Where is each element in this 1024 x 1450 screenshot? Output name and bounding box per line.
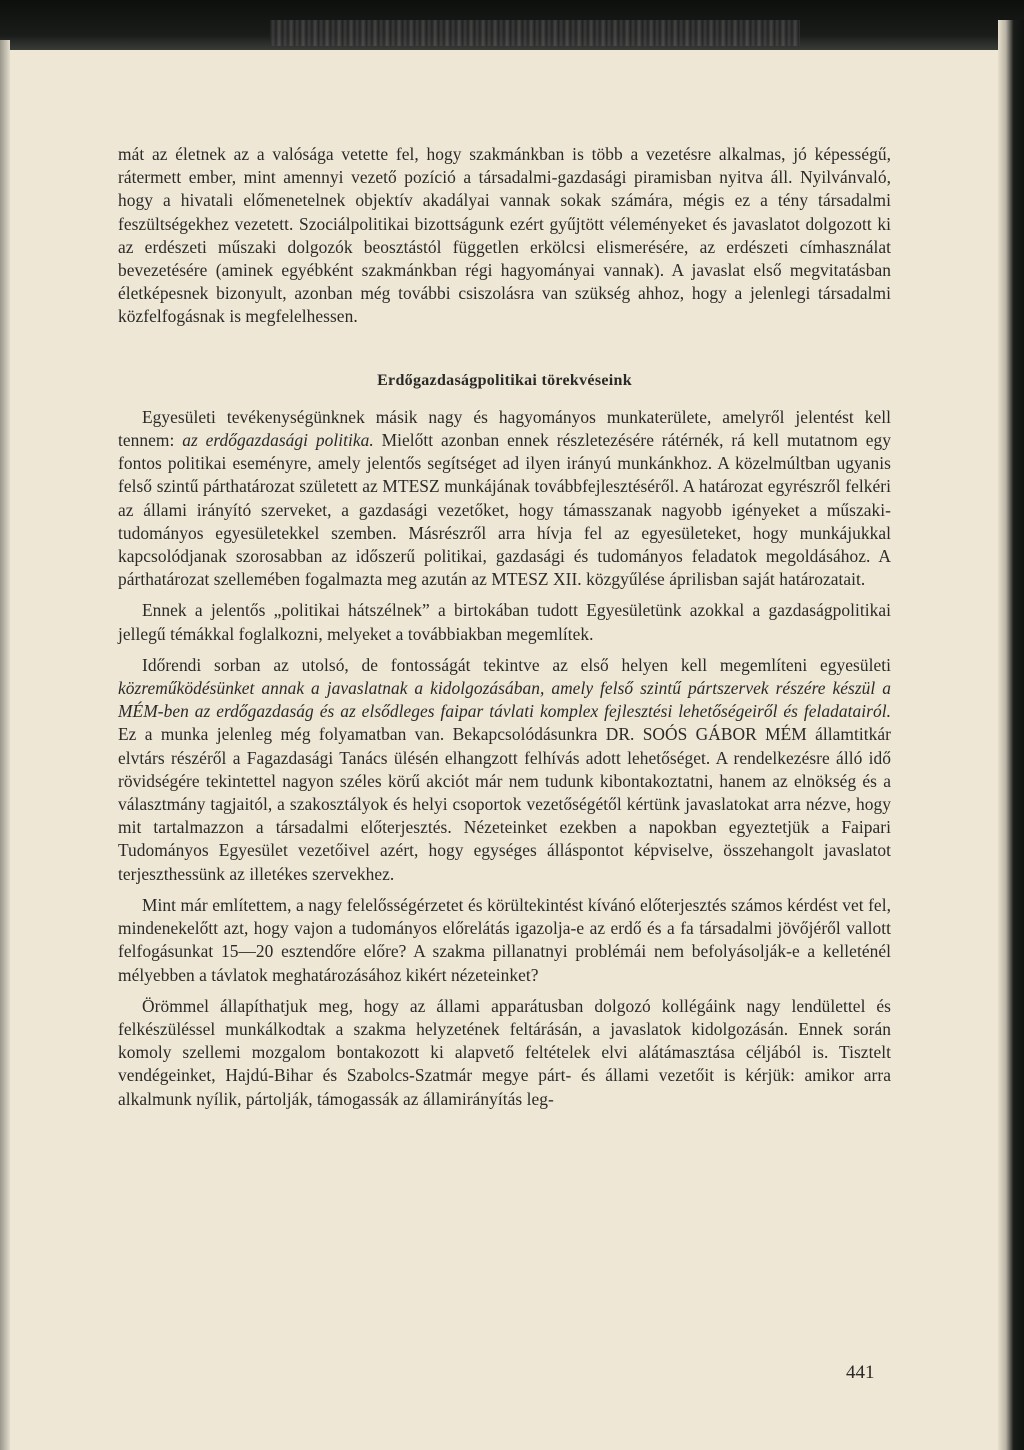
scan-top-edge (0, 0, 1024, 50)
paragraph-2 (118, 406, 891, 592)
section-heading: Erdőgazdaságpolitikai törekvéseink (377, 371, 632, 389)
paragraph-1: mát az életnek az a valósága vetette fel, hogy szakmánkban is több a vezetésre alkalmas, jó képességű, rátermett ember, mint amennyi vezető pozíció a társadalmi-gazdasági piramisban nyitva áll. Nyilvánvaló, hogy a hivatali előmenetelnek objektív akadályai vannak sokak számára, mégis ez a tény társadalmi feszültségekhez vezetett. Szociálpolitikai bizottságunk ezért gyűjtött véleményeket és javaslatot dolgozott ki az erdészeti műszaki dolgozók beosztástól független erkölcsi elismerésére, az erdészeti címhasználat bevezetésére (aminek egyébként szakmánkban régi hagyományai vannak). A javaslat első megvitatásban életképesnek bizonyult, azonban még további csiszolásra van szükség ahhoz, hogy a jelenlegi társadalmi közfelfogásnak is megfelelhessen. (118, 144, 891, 327)
paragraph-4 (118, 654, 891, 886)
scan-left-edge (0, 40, 10, 1450)
paragraph-2-text-b: Mielőtt azonban ennek részletezésére rátérnék, rá kell mutatnom egy fontos politikai eseményre, amely jelentős segítséget ad ilyen irányú munkánkhoz. A közelmúltban ugyanis felső szintű párthatározat született az MTESZ munkájának továbbfejlesztéséről. A határozat egyrészről felkéri az állami irányító szerveket, a gazdasági vezetőket, hogy támasszanak nagyobb igényeket a műszaki-tudományos egyesületekkel szemben. Másrészről arra hívja fel az egyesületeket, hogy munkájukkal kapcsolódjanak szorosabban az időszerű politikai, gazdasági és tudományos feladatok megoldásához. A párthatározat szellemében fogalmazta meg azután az MTESZ XII. közgyűlése áprilisban saját határozatait. (118, 430, 891, 590)
paragraph-4-text-b: Ez a munka jelenleg még folyamatban van. Bekapcsolódásunkra DR. SOÓS GÁBOR MÉM államtitkár elvtárs részéről a Fagazdasági Tanács ülésén elhangzott felhívás adott lehetőséget. A rendelkezésre álló idő rövidségére tekintettel nagyon széles körű akciót már nem tudunk kibontakoztatni, hanem az elnökség és a választmány tagjaitól, a szakosztályok és helyi csoportok vezetőségétől kértünk javaslatokat arra nézve, hogy mit tartalmazzon a társadalmi előterjesztés. Nézeteinket ezekben a napokban egyeztetjük a Faipari Tudományos Egyesület vezetőivel azért, hogy egységes álláspontot képviselve, összehangolt javaslatot terjeszthessünk az illetékes szervekhez. (118, 724, 891, 884)
paragraph-3: Ennek a jelentős „politikai hátszélnek” a birtokában tudott Egyesületünk azokkal a gazdaságpolitikai jellegű témákkal foglalkozni, melyeket a továbbiakban megemlítek. (118, 600, 891, 644)
scan-noise (270, 20, 800, 46)
page-body (118, 143, 891, 1119)
paragraph-5: Mint már említettem, a nagy felelősségérzetet és körültekintést kívánó előterjesztés számos kérdést vet fel, mindenekelőtt azt, hogy vajon a tudományos előrelátás igazolja-e az erdő és a fa társadalmi jövőjéről vallott felfogásunkat 15—20 esztendőre előre? A szakma pillanatnyi problémái nem befolyásolják-e a kelleténél mélyebben a távlatok meghatározásához kikért nézeteinket? (118, 894, 891, 985)
paragraph-4-italic: közreműködésünket annak a javaslatnak a kidolgozásában, amely felső szintű pártszervek részére készül a MÉM-ben az erdőgazdaság és az elsődleges faipar távlati komplex fejlesztési lehetőségeiről és feladatairól. (118, 678, 891, 722)
paragraph-2-italic: az erdőgazdasági politika. (182, 430, 374, 451)
paragraph-2-text-a: Egyesületi tevékenységünknek másik nagy és hagyományos munkaterülete, amelyről jelentést kell tennem: (118, 406, 891, 451)
scan-right-edge (998, 20, 1024, 1450)
page-number: 441 (846, 1362, 875, 1383)
paragraph-4-text-a: Időrendi sorban az utolsó, de fontosságát tekintve az első helyen kell megemlíteni egyesületi (142, 654, 891, 675)
paragraph-6: Örömmel állapíthatjuk meg, hogy az állami apparátusban dolgozó kollégáink nagy lendülettel és felkészüléssel munkálkodtak a szakma helyzetének feltárásán, a javaslatok kidolgozásán. Ennek során komoly szellemi mozgalom bontakozott ki alapvető feltételek elvi alátámasztása céljából is. Tisztelt vendégeinket, Hajdú-Bihar és Szabolcs-Szatmár megye párt- és állami vezetőit is kérjük: amikor arra alkalmunk nyílik, pártolják, támogassák az államirányítás leg- (118, 995, 891, 1109)
